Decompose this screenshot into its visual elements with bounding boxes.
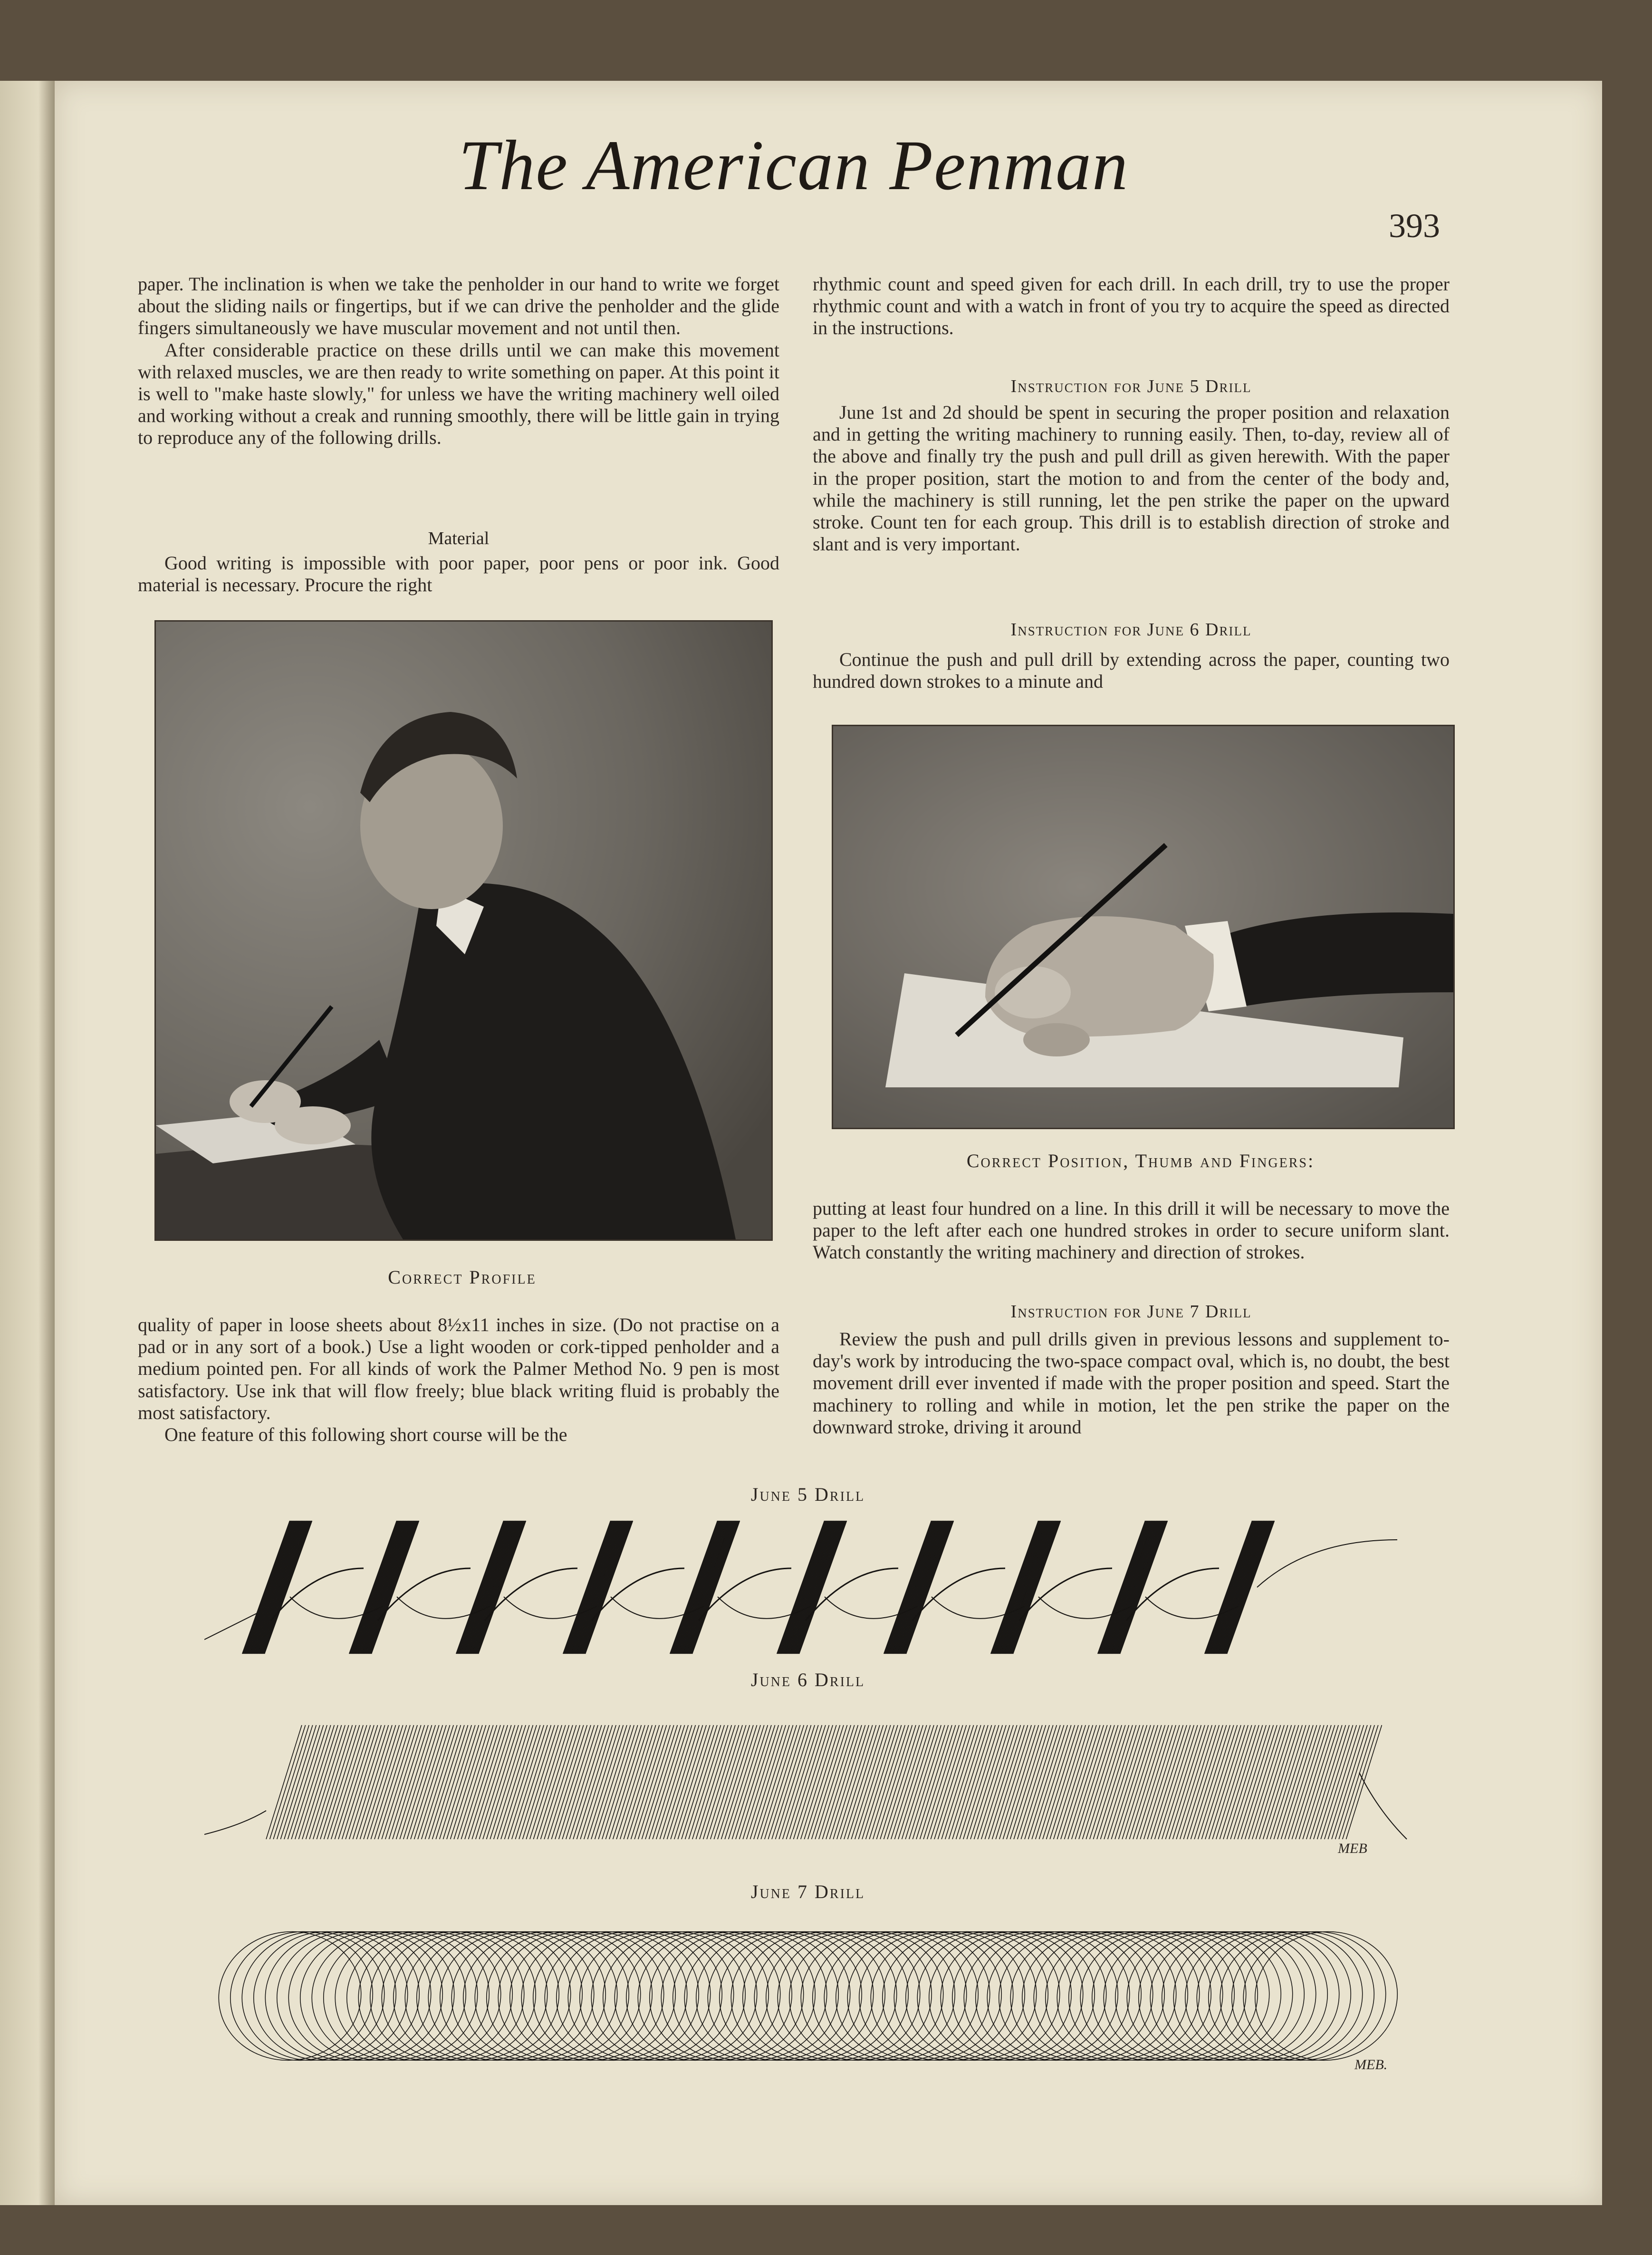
adjacent-page-edge — [0, 81, 55, 2205]
right-paragraph-2: June 1st and 2d should be spent in securing the proper position and relaxation and in getting the writing machinery to running easily. Then, to-day, review all of the above and finally try the push and pull drill as given herewith. With the paper in the proper position, start the motion to and from the center of the body and, while the machinery is still running, let the pen strike the paper on the upward stroke. Count ten for each group. This drill is to establish direction of stroke and slant and is very important. — [813, 402, 1450, 555]
left-paragraph-2: After considerable practice on these drills until we can make this movement with relaxed muscles, we are then ready to write something on paper. At this point it is well to "make haste slowly," for unless we have the writing machinery well oiled and working without a creak and running smoothly, there will be little gain in trying to reproduce any of the following drills. — [138, 339, 779, 449]
left-paragraph-4: quality of paper in loose sheets about 8½x11 inches in size. (Do not practise on a pad or in any sort of a book.) Use a light wooden or cork-tipped penholder and a medium pointed pen. For all kinds of work the Palmer Method No. 9 pen is most satisfactory. Use ink that will flow freely; blue black writing fluid is probably the most satisfactory. — [138, 1314, 779, 1423]
left-paragraph-5: One feature of this following short course will be the — [164, 1424, 567, 1446]
correct-profile-caption: Correct Profile — [388, 1267, 537, 1288]
june7-instruction-heading: Instruction for June 7 Drill — [1010, 1302, 1252, 1322]
june6-drill-signature: MEB — [1338, 1841, 1367, 1856]
right-paragraph-1: rhythmic count and speed given for each drill. In each drill, try to use the proper rhythmic count and with a watch in front of you try to acquire the speed as directed in the instructions. — [813, 273, 1450, 339]
correct-position-photo — [832, 725, 1455, 1129]
page-number: 393 — [1389, 207, 1440, 245]
june7-drill-label: June 7 Drill — [750, 1881, 865, 1902]
june7-drill-signature: MEB. — [1354, 2057, 1388, 2073]
right-paragraph-5: Review the push and pull drills given in previous lessons and supplement to-day's work by introducing the two-space compact oval, which is, no doubt, the best movement drill ever invented if made with the proper position and speed. Start the machinery to rolling and while in motion, let the pen strike the paper on the downward stroke, driving it around — [813, 1328, 1450, 1438]
june7-drill-illustration — [190, 1920, 1416, 2072]
june6-drill-illustration — [204, 1716, 1412, 1849]
man-writing-image — [156, 622, 771, 1239]
june6-drill-label: June 6 Drill — [750, 1669, 865, 1690]
left-column-bottom-text — [138, 1314, 779, 1471]
left-paragraph-3: Good writing is impossible with poor paper, poor pens or poor ink. Good material is necessary. Procure the right — [138, 552, 779, 596]
left-paragraph-1: paper. The inclination is when we take the penholder in our hand to write we forget about the sliding nails or fingertips, but if we can drive the penholder and the glide fingers simultaneously we have muscular movement and not until then. — [138, 273, 779, 339]
june5-instruction-heading: Instruction for June 5 Drill — [1010, 376, 1252, 396]
left-column-top-text — [138, 273, 779, 518]
masthead-title: The American Penman — [459, 126, 1129, 205]
correct-position-caption: Correct Position, Thumb and Fingers: — [966, 1150, 1315, 1171]
june6-instruction-heading: Instruction for June 6 Drill — [1010, 620, 1252, 640]
material-heading: Material — [428, 528, 490, 548]
right-paragraph-4: putting at least four hundred on a line. In this drill it will be necessary to move the paper to the left after each one hundred strokes in order to secure uniform slant. Watch constantly the writing machinery and direction of strokes. — [813, 1198, 1450, 1263]
right-paragraph-3: Continue the push and pull drill by extending across the paper, counting two hundred down strokes to a minute and — [813, 649, 1450, 692]
june5-drill-illustration — [204, 1511, 1402, 1668]
correct-profile-photo — [154, 620, 773, 1241]
june5-drill-label: June 5 Drill — [750, 1484, 865, 1505]
hand-holding-pen-image — [833, 726, 1453, 1128]
